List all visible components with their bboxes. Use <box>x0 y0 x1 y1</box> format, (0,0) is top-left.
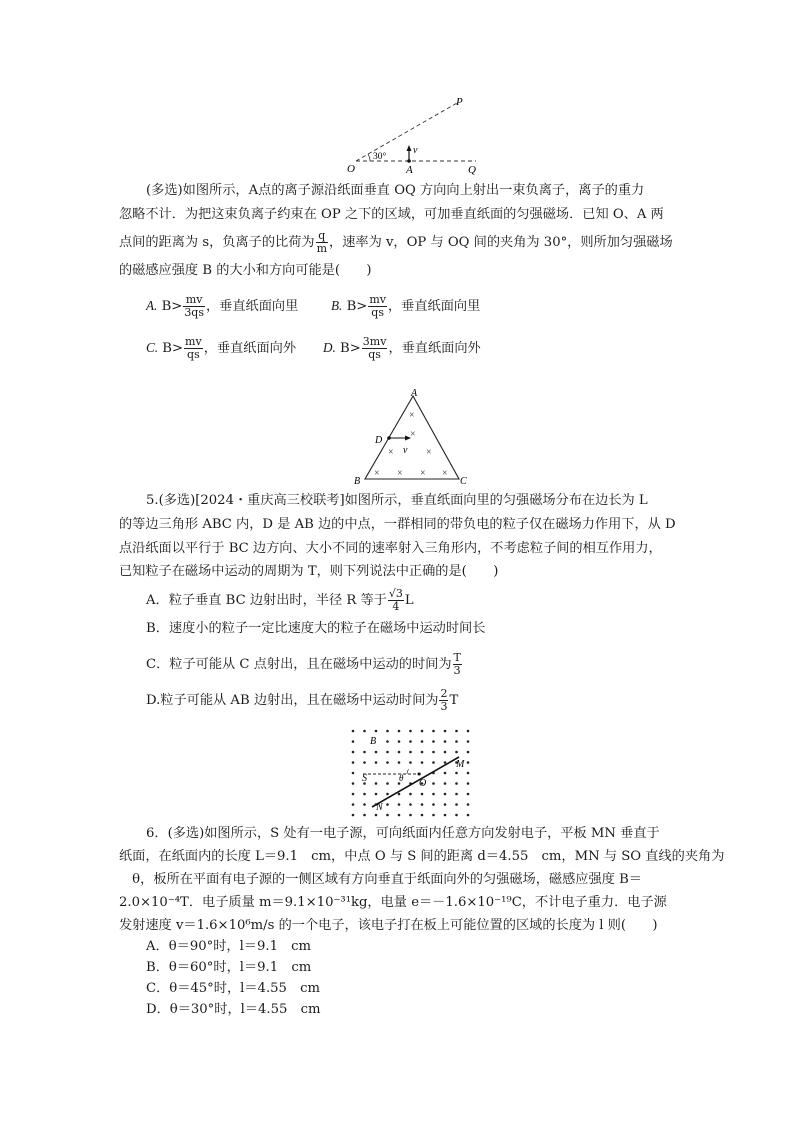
field-dot <box>375 782 378 785</box>
field-dot <box>409 740 412 743</box>
label-O: O <box>347 163 355 175</box>
q5-line-1: 5.(多选)[2024・重庆高三校联考]如图所示，垂直纸面向里的匀强磁场分布在边长为 L <box>146 493 648 508</box>
q4-line-3a: 点间的距离为 s，负离子的比荷为 <box>119 235 315 250</box>
field-dot <box>444 814 447 817</box>
field-dot <box>363 751 366 754</box>
field-dot <box>352 730 355 733</box>
label-A: A <box>406 164 413 176</box>
field-dot <box>444 730 447 733</box>
field-dot <box>363 814 366 817</box>
field-dot <box>444 782 447 785</box>
field-dot <box>386 782 389 785</box>
svg-text:×: × <box>410 429 416 440</box>
field-dot <box>467 782 470 785</box>
label-B: B <box>354 476 361 487</box>
figure-ray-diagram <box>340 95 490 180</box>
field-dot <box>398 803 401 806</box>
field-dot <box>432 761 435 764</box>
q6-option-A[interactable]: A．θ＝90°时，l＝9.1 cm <box>146 939 312 954</box>
label-N: N <box>376 802 383 813</box>
q6-option-B[interactable]: B．θ＝60°时，l＝9.1 cm <box>146 960 312 975</box>
field-dot <box>421 803 424 806</box>
label-angle: 30° <box>373 152 387 162</box>
field-dot <box>375 761 378 764</box>
label-C: C <box>460 476 467 487</box>
q6-line-1: 6．(多选)如图所示，S 处有一电子源，可向纸面内任意方向发射电子，平板 MN 垂直于 <box>146 826 660 841</box>
field-dot <box>432 751 435 754</box>
field-dot <box>455 803 458 806</box>
charge-mass-ratio: $\frac{q}{m}$ <box>316 229 328 255</box>
label-theta: θ <box>399 773 404 783</box>
field-dot <box>467 803 470 806</box>
q6-option-D[interactable]: D．θ＝30°时，l＝4.55 cm <box>146 1002 321 1017</box>
field-dot <box>398 751 401 754</box>
svg-text:×: × <box>374 468 380 479</box>
field-dot <box>421 730 424 733</box>
q4-option-D[interactable]: D. B> $\frac{3mv}{qs}$ ，垂直纸面向外 <box>323 335 481 361</box>
label-S: S <box>362 773 367 784</box>
q6-line-5: 发射速度 v＝1.6×10⁶m/s 的一个电子，该电子打在板上可能位置的区域的长度为 l 则( ) <box>119 918 658 933</box>
field-dot <box>352 782 355 785</box>
svg-text:×: × <box>388 447 394 458</box>
field-dot <box>455 740 458 743</box>
field-dot <box>409 803 412 806</box>
label-v: v <box>413 145 418 156</box>
q5-line-3: 点沿纸面以平行于 BC 边方向、大小不同的速率射入三角形内，不考虑粒子间的相互作用力， <box>119 541 662 556</box>
field-dot <box>444 751 447 754</box>
q5-option-A[interactable]: A．粒子垂直 BC 边射出时，半径 R 等于 $\frac{√3}{4}$ L <box>146 587 414 613</box>
field-dot <box>467 761 470 764</box>
q6-line-2: 纸面，在纸面内的长度 L＝9.1 cm，中点 O 与 S 间的距离 d＝4.55 cm，MN 与 SO 直线的夹角为 <box>119 849 725 864</box>
label-M: M <box>456 759 465 770</box>
q6-line-4: 2.0×10⁻⁴T．电子质量 m＝9.1×10⁻³¹kg，电量 e＝－1.6×10⁻¹⁹C，不计电子重力．电子源 <box>119 895 667 910</box>
field-dot <box>363 803 366 806</box>
field-dot <box>386 803 389 806</box>
label-D: D <box>375 435 383 446</box>
field-dot <box>375 730 378 733</box>
q5-option-D[interactable]: D.粒子可能从 AB 边射出，且在磁场中运动时间为 $\frac{2}{3}$ T <box>146 687 459 713</box>
field-dot <box>398 740 401 743</box>
field-dot <box>409 751 412 754</box>
q4-option-C[interactable]: C. B> $\frac{mv}{qs}$ ，垂直纸面向外 <box>146 335 297 361</box>
field-dot <box>409 793 412 796</box>
field-dot <box>352 761 355 764</box>
field-dot <box>432 803 435 806</box>
field-dot <box>409 730 412 733</box>
field-dot <box>363 793 366 796</box>
field-dot <box>352 803 355 806</box>
field-dot <box>467 740 470 743</box>
field-dot <box>352 751 355 754</box>
q6-option-C[interactable]: C．θ＝45°时，l＝4.55 cm <box>146 981 320 996</box>
field-dot <box>432 793 435 796</box>
field-dot <box>432 782 435 785</box>
field-dot <box>432 730 435 733</box>
field-dot <box>386 814 389 817</box>
label-B: B <box>370 736 377 747</box>
field-dot <box>444 740 447 743</box>
field-dot <box>352 814 355 817</box>
field-dot <box>455 814 458 817</box>
field-dot <box>352 772 355 775</box>
field-dot <box>421 814 424 817</box>
field-dot <box>467 793 470 796</box>
field-dot <box>455 730 458 733</box>
q5-line-2: 的等边三角形 ABC 内，D 是 AB 边的中点，一群相同的带负电的粒子仅在磁场力作用下，从 D <box>119 517 676 532</box>
field-dot <box>432 814 435 817</box>
field-dot <box>467 772 470 775</box>
field-dot <box>421 761 424 764</box>
q5-option-B[interactable]: B．速度小的粒子一定比速度大的粒子在磁场中运动时间长 <box>146 621 486 636</box>
field-dot <box>363 730 366 733</box>
field-dot <box>386 761 389 764</box>
label-A: A <box>411 388 418 399</box>
label-v: v <box>403 445 408 456</box>
field-dot <box>386 730 389 733</box>
field-dot <box>444 803 447 806</box>
field-dot <box>421 751 424 754</box>
q6-line-3: θ，板所在平面有电子源的一侧区域有方向垂直于纸面向外的匀强磁场，磁感应强度 B＝ <box>119 872 642 887</box>
field-dot <box>409 761 412 764</box>
label-O: O <box>419 778 427 789</box>
field-dot <box>455 772 458 775</box>
field-dot <box>375 814 378 817</box>
svg-text:×: × <box>442 468 448 479</box>
label-P: P <box>456 96 463 108</box>
field-dot <box>421 793 424 796</box>
field-dot <box>409 814 412 817</box>
field-dot <box>421 740 424 743</box>
field-dot <box>386 740 389 743</box>
field-dot <box>375 751 378 754</box>
field-dot <box>467 814 470 817</box>
field-dot <box>455 751 458 754</box>
q4-line-3b: ，速率为 v，OP 与 OQ 间的夹角为 30°，则所加匀强磁场 <box>329 235 673 250</box>
field-dot <box>467 751 470 754</box>
label-Q: Q <box>468 164 476 176</box>
field-dot <box>386 751 389 754</box>
q5-line-4: 已知粒子在磁场中运动的周期为 T，则下列说法中正确的是( ) <box>119 564 499 579</box>
q4-line-2: 忽略不计．为把这束负离子约束在 OP 之下的区域，可加垂直纸面的匀强磁场．已知 O、A 两 <box>119 207 664 222</box>
svg-text:×: × <box>397 468 403 479</box>
figure-triangle <box>340 388 470 488</box>
field-dot <box>352 793 355 796</box>
field-dot <box>398 730 401 733</box>
field-dot <box>398 814 401 817</box>
field-dot <box>398 761 401 764</box>
field-dot <box>363 761 366 764</box>
field-dot <box>444 793 447 796</box>
field-dot <box>386 793 389 796</box>
field-dot <box>375 793 378 796</box>
svg-text:×: × <box>426 447 432 458</box>
q4-option-A[interactable]: A. B> $\frac{mv}{3qs}$ ，垂直纸面向里 <box>146 293 299 319</box>
field-dot <box>432 740 435 743</box>
q4-line-3 <box>119 230 673 255</box>
field-dot <box>352 740 355 743</box>
q5-option-C[interactable]: C．粒子可能从 C 点射出，且在磁场中运动的时间为 $\frac{T}{3}$ <box>146 651 461 677</box>
field-dot <box>398 793 401 796</box>
svg-text:×: × <box>420 468 426 479</box>
q4-option-B[interactable]: B. B> $\frac{mv}{qs}$ ，垂直纸面向里 <box>331 293 481 319</box>
q4-line-1: (多选)如图所示，A点的离子源沿纸面垂直 OQ 方向向上射出一束负离子，离子的重力 <box>146 183 645 198</box>
field-dot <box>444 761 447 764</box>
field-dot <box>467 730 470 733</box>
q4-line-4: 的磁感应强度 B 的大小和方向可能是( ) <box>119 263 372 278</box>
field-dot <box>455 782 458 785</box>
svg-text:×: × <box>409 410 415 421</box>
figure-magnetic-field-plate <box>345 725 480 820</box>
field-dot <box>455 793 458 796</box>
field-dot <box>444 772 447 775</box>
